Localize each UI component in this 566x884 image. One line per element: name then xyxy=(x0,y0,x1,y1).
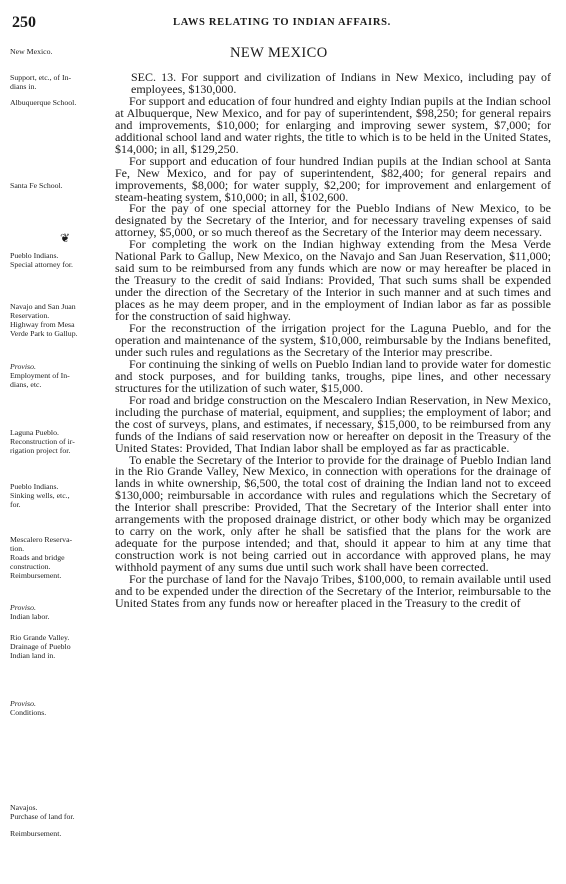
margin-note-line: Reimbursement. xyxy=(10,571,62,580)
margin-note-line: Proviso. xyxy=(10,362,36,371)
running-head: LAWS RELATING TO INDIAN AFFAIRS. xyxy=(173,17,391,28)
margin-note-pueblo-attorney xyxy=(10,251,110,269)
margin-note-line: New Mexico. xyxy=(10,47,53,56)
margin-note-line: Special attorney for. xyxy=(10,260,74,269)
margin-note-line: Indian labor. xyxy=(10,612,50,621)
paragraph-navajo-land: For the purchase of land for the Navajo Tribes, $100,000, to remain available until used and to be expended under the direction of the Secretary of the Interior, reimbursable to the United States from any funds now or hereafter placed in the Treasury to the credit of xyxy=(115,572,551,610)
margin-note-line: Reservation. xyxy=(10,311,50,320)
paragraph-laguna: For the reconstruction of the irrigation project for the Laguna Pueblo, and for the operation and maintenance of the system, $10,000, reimbursable by the Indians benefited, under such rules and regulations as the Secretary of the Interior may prescribe. xyxy=(115,321,551,359)
section-title: NEW MEXICO xyxy=(230,45,328,61)
margin-note-proviso-labor xyxy=(10,603,110,621)
paragraph-wells: For continuing the sinking of wells on Pueblo Indian land to provide water for domestic and stock purposes, and for building tanks, troughs, pipe lines, and other necessary structures for the utilization of such water, $15,000. xyxy=(115,356,551,395)
margin-note-state xyxy=(10,47,110,56)
margin-note-line: dians in. xyxy=(10,82,37,91)
margin-note-line: tion. xyxy=(10,544,25,553)
paragraph-rio-grande: To enable the Secretary of the Interior to provide for the drainage of Pueblo Indian land in the Rio Grande Valley, New Mexico, in connection with operations for the drainage of lands in white ownership, $6,500, the total cost of draining the Indian land not to exceed $130,000; reimbursable in accordance with rules and regulations which the Secretary of the Interior shall prescribe: Provided, That the Secretary of the Interior shall enter into arrangements with the proposed drainage district, or other body which may be organized to carry on the work, only after he shall be satisfied that the plans for the work are adequate for the purpose intended; and that, should it appear to him at any time that construction work is not being carried out in accordance with approved plans, he may withhold payment of any sums due until such work shall have been corrected. xyxy=(115,452,551,575)
margin-note-line: Employment of In- xyxy=(10,371,70,380)
margin-note-line: Indian land in. xyxy=(10,651,56,660)
margin-note-laguna xyxy=(10,428,110,455)
ink-mark: ❦ xyxy=(60,231,71,245)
margin-note-proviso-conditions xyxy=(10,699,110,717)
margin-note-line: Reconstruction of ir- xyxy=(10,437,75,446)
margin-note-navajo-highway xyxy=(10,302,110,338)
margin-note-line: Proviso. xyxy=(10,603,36,612)
statute-body xyxy=(115,72,551,610)
margin-note-line: construction. xyxy=(10,562,51,571)
paragraph-highway: For completing the work on the Indian highway extending from the Mesa Verde National Park to Gallup, New Mexico, on the Navajo and San Juan Reservation, $11,000; said sum to be reimbursed from any funds which are now or may hereafter be placed in the Treasury to the credit of said Indians: Provided, That such sums shall be expended under the direction of the Secretary of the Interior in such manner and at such times and places as he may deem proper, and in the employment of Indian labor as far as possible for the construction of said highway. xyxy=(115,237,551,324)
paragraph-special-attorney: For the pay of one special attorney for the Pueblo Indians of New Mexico, to be designated by the Secretary of the Interior, and for necessary traveling expenses of said attorney, $5,000, or so much thereof as the Secretary of the Interior may deem necessary. xyxy=(115,201,551,240)
margin-note-line: Verde Park to Gallup. xyxy=(10,329,78,338)
margin-note-line: Albuquerque School. xyxy=(10,98,77,107)
margin-note-rio-grande xyxy=(10,633,110,660)
margin-note-line: dians, etc. xyxy=(10,380,42,389)
margin-note-line: Santa Fe School. xyxy=(10,181,63,190)
margin-note-line: Purchase of land for. xyxy=(10,812,75,821)
margin-note-line: Laguna Pueblo. xyxy=(10,428,59,437)
margin-note-line: Navajos. xyxy=(10,803,38,812)
margin-note-line: Highway from Mesa xyxy=(10,320,75,329)
margin-note-support xyxy=(10,73,110,91)
margin-note-line: Roads and bridge xyxy=(10,553,65,562)
paragraph-mescalero: For road and bridge construction on the Mescalero Indian Reservation, in New Mexico, including the purchase of material, equipment, and supplies; the employment of labor; and the cost of surveys, plans, and estimates, if necessary, $15,000, to be reimbursed from any funds of the Indians of said reservation now or hereafter on deposit in the Treasury of the United States: Provided, That Indian labor shall be employed as far as practicable. xyxy=(115,392,551,455)
margin-note-line: Drainage of Pueblo xyxy=(10,642,71,651)
margin-note-albuquerque xyxy=(10,98,110,107)
margin-note-reimbursement xyxy=(10,829,110,838)
page-number: 250 xyxy=(12,14,36,31)
margin-note-line: Conditions. xyxy=(10,708,47,717)
margin-note-proviso-employment xyxy=(10,362,110,389)
margin-note-line: Mescalero Reserva- xyxy=(10,535,73,544)
margin-note-line: rigation project for. xyxy=(10,446,71,455)
margin-note-line: Support, etc., of In- xyxy=(10,73,72,82)
margin-note-line: Navajo and San Juan xyxy=(10,302,76,311)
margin-note-wells xyxy=(10,482,110,509)
paragraph-albuquerque: For support and education of four hundred and eighty Indian pupils at the Indian school at Albuquerque, New Mexico, and for pay of superintendent, $98,250; for general repairs and improvements, $10,000; for enlarging and improving sewer system, $7,000; for additional school land and water rights, the title to which is to be held in the United States, $14,000; in all, $129,250. xyxy=(115,93,551,156)
margin-note-line: Pueblo Indians. xyxy=(10,251,59,260)
margin-note-line: Pueblo Indians. xyxy=(10,482,59,491)
paragraph-sec-13: SEC. 13. For support and civilization of Indians in New Mexico, including pay of employees, $130,000. xyxy=(131,70,551,96)
margin-note-line: Rio Grande Valley. xyxy=(10,633,70,642)
margin-note-santa-fe xyxy=(10,181,110,190)
margin-note-mescalero xyxy=(10,535,110,580)
page-header xyxy=(12,14,552,34)
margin-note-line: Proviso. xyxy=(10,699,36,708)
margin-note-line: Sinking wells, etc., xyxy=(10,491,70,500)
margin-note-navajos xyxy=(10,803,110,821)
margin-note-line: Reimbursement. xyxy=(10,829,62,838)
paragraph-santa-fe: For support and education of four hundred Indian pupils at the Indian school at Santa Fe, New Mexico, and for pay of superintendent, $82,400; for general repairs and improvements, $8,000; for water supply, $2,200; for improvement and enlargement of steam-heating system, $10,000; in all, $102,600. xyxy=(115,153,551,204)
margin-note-line: for. xyxy=(10,500,21,509)
